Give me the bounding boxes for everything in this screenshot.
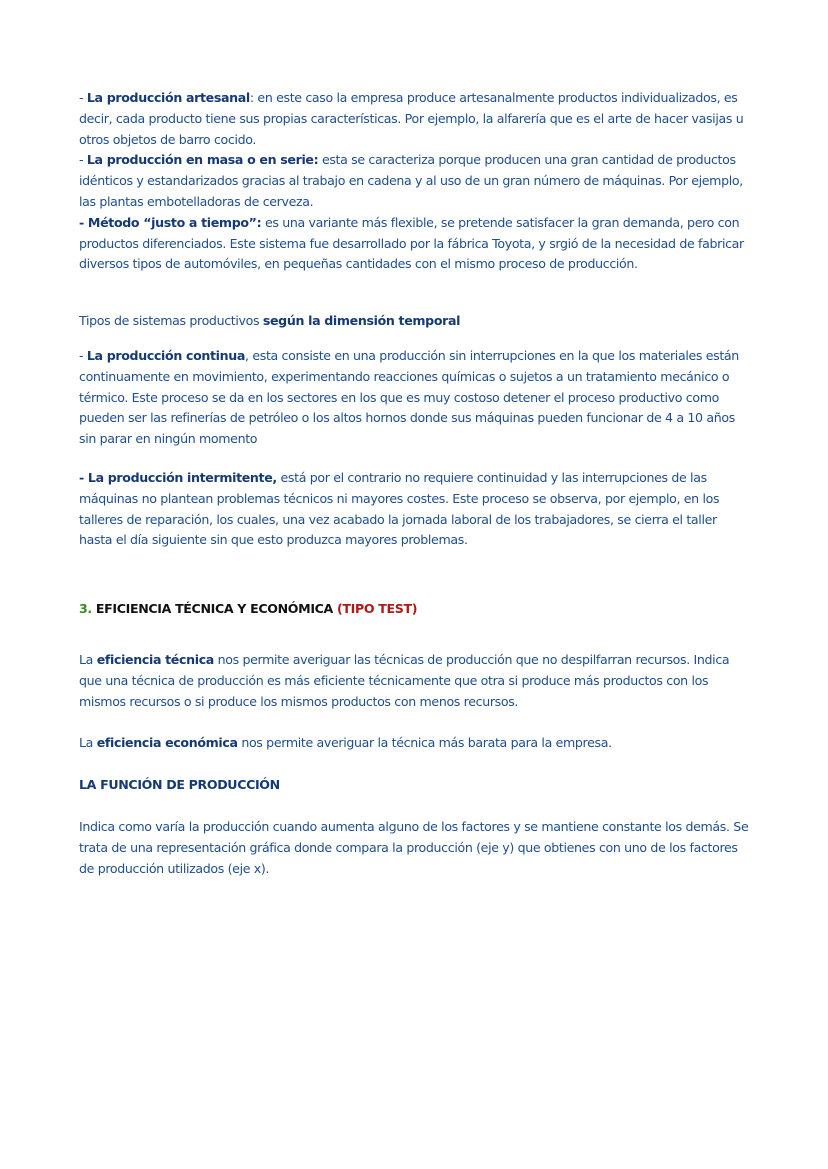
paragraph-mass-production: - La producción en masa o en serie: esta se caracteriza porque producen una gran cantidad de productos idénticos y estandarizados gracias al trabajo en cadena y al uso de un gran número de máquinas. Por ejemplo, las plantas embotelladoras de cerveza. [79,152,743,209]
paragraph-production-function: Indica como varía la producción cuando aumenta alguno de los factores y se mantiene constante los demás. Se trata de una representación gráfica donde compara la producción (eje y) que obtienes con uno de los factores de producción utilizados (eje x). [79,818,749,876]
section-title: EFICIENCIA TÉCNICA Y ECONÓMICA [91,601,337,617]
term-just-in-time: - Método “justo a tiempo”: [79,214,262,230]
term-intermittent-production: - La producción intermitente, [79,469,277,485]
term-technical-efficiency: eficiencia técnica [96,651,214,667]
term-mass-production: La producción en masa o en serie: [86,152,319,168]
section-3-heading [79,599,751,620]
paragraph-artisanal-production: - La producción artesanal: en este caso la empresa produce artesanalmente productos individualizados, es decir, cada producto tiene sus propias características. Por ejemplo, la alfarería que es el arte de hacer vasijas u otros objetos de barro cocido. [79,90,744,147]
term-economic-efficiency: eficiencia económica [96,735,238,751]
term-continuous-production: La producción continua [86,347,246,363]
temporal-types-bold: según la dimensión temporal [262,313,461,329]
document-page [79,88,751,879]
paragraph-economic-efficiency: La eficiencia económica nos permite averiguar la técnica más barata para la empresa. [79,735,612,751]
production-function-heading: LA FUNCIÓN DE PRODUCCIÓN [79,777,280,793]
temporal-types-intro: Tipos de sistemas productivos según la dimensión temporal [79,313,461,329]
section-tag: (TIPO TEST) [337,601,418,617]
paragraph-intermittent-production: - La producción intermitente, está por el contrario no requiere continuidad y las interrupciones de las máquinas no plantean problemas técnicos ni mayores costes. Este proceso se observa, por ejemplo, en los talleres de reparación, los cuales, una vez acabado la jornada laboral de los trabajadores, se cierra el taller hasta el día siguiente sin que esto produzca mayores problemas. [79,469,720,548]
section-number: 3. [79,601,92,617]
paragraph-just-in-time: - Método “justo a tiempo”: es una variante más flexible, se pretende satisfacer la gran demanda, pero con productos diferenciados. Este sistema fue desarrollado por la fábrica Toyota, y srgió de la necesidad de fabricar diversos tipos de automóviles, en pequeñas cantidades con el mismo proceso de producción. [79,214,744,272]
paragraph-continuous-production: - La producción continua, esta consiste en una producción sin interrupciones en la que los materiales están continuamente en movimiento, experimentando reacciones químicas o sujetos a un tratamiento mecánico o térmico. Este proceso se da en los sectores en los que es muy costoso detener el proceso productivo como pueden ser las refinerías de petróleo o los altos hornos donde sus máquinas pueden funcionar de 4 a 10 años sin parar en ningún momento [79,347,739,447]
term-artisanal-production: La producción artesanal [86,90,250,105]
paragraph-technical-efficiency: La eficiencia técnica nos permite averiguar las técnicas de producción que no despilfarran recursos. Indica que una técnica de producción es más eficiente técnicamente que otra si produce más productos con los mismos recursos o si produce los mismos productos con menos recursos. [79,651,730,709]
